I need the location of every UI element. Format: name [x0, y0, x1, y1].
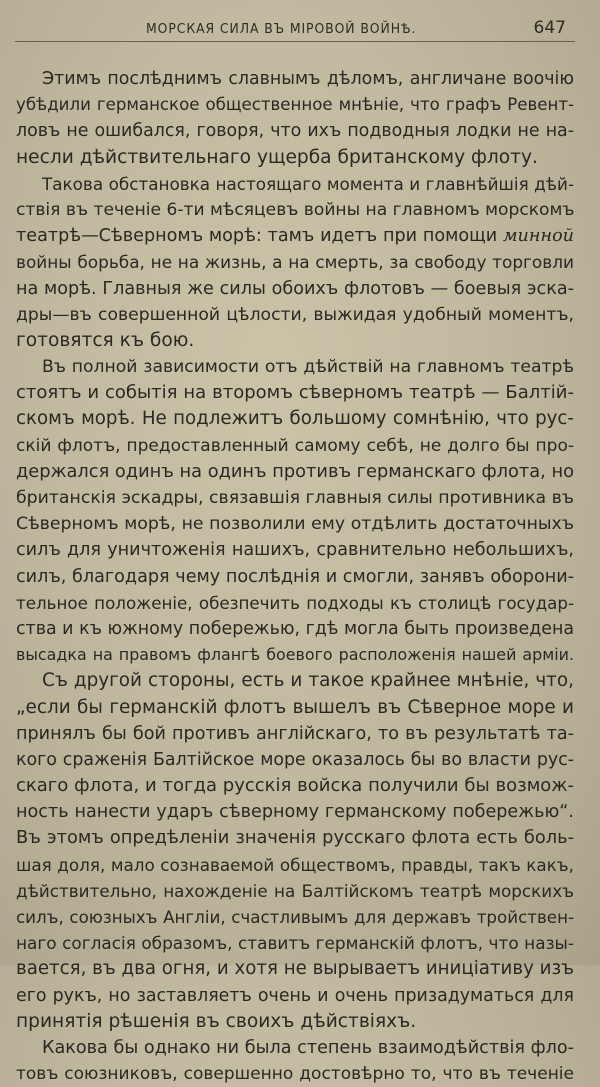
- paragraph-3: [16, 354, 574, 668]
- text-line: британскія эскадры, связавшія главныя силы противника въ: [16, 488, 574, 508]
- text-line: тельное положеніе, обезпечить подходы къ столицѣ государ-: [16, 592, 574, 613]
- text-line: „если бы германскій флотъ вышелъ въ Сѣверное море и: [16, 696, 574, 718]
- body-text: [16, 66, 574, 1087]
- text-line: принятія рѣшенія въ своихъ дѣйствіяхъ.: [16, 1010, 417, 1032]
- text-line: Такова обстановка настоящаго момента и главнѣйшія дѣй-: [42, 173, 574, 194]
- text-line: дры—въ совершенной цѣлости, выжидая удобный моментъ,: [16, 304, 574, 325]
- text-line: скаго флота, и тогда русскія войска получили бы возмож-: [16, 775, 574, 797]
- text-line: вается, въ два огня, и хотя не вырываетъ иниціативу изъ: [16, 958, 574, 980]
- header-rule: [15, 41, 575, 42]
- text-line: принялъ бы бой противъ англійскаго, то въ результатѣ та-: [16, 723, 574, 744]
- text-line: Этимъ послѣднимъ славнымъ дѣломъ, англичане воочію: [42, 69, 574, 89]
- text-line: держался одинъ на одинъ противъ германскаго флота, но: [16, 460, 574, 482]
- text-line: несли дѣйствительнаго ущерба британскому флоту.: [16, 146, 538, 168]
- page-number: 647: [533, 18, 566, 38]
- text-line: Съ другой стороны, есть и такое крайнее мнѣніе, что,: [42, 670, 574, 692]
- text-line: ства и къ южному побережью, гдѣ могла быть произведена: [16, 618, 574, 639]
- text-line: высадка на правомъ флангѣ боевого расположенія нашей арміи.: [16, 645, 574, 665]
- text-line: его рукъ, но заставляетъ очень и очень призадуматься для: [16, 985, 574, 1006]
- text-line: шая доля, мало сознаваемой обществомъ, правды, такъ какъ,: [16, 854, 574, 875]
- paragraph-4: [16, 668, 574, 1035]
- text-line: на морѣ. Главныя же силы обоихъ флотовъ — боевыя эска-: [16, 278, 574, 299]
- paragraph-1: [16, 66, 574, 171]
- text-line: дѣйствительно, нахожденіе на Балтійскомъ театрѣ морскихъ: [16, 880, 574, 901]
- text-line: силъ, благодаря чему послѣднія и смогли, занявъ оборони-: [16, 566, 574, 587]
- text-line: стоятъ и событія на второмъ сѣверномъ театрѣ — Балтій-: [16, 382, 574, 404]
- text-line: ствія въ теченіе 6-ти мѣсяцевъ войны на главномъ морскомъ: [16, 199, 575, 220]
- text-line: ловъ не ошибался, говоря, что ихъ подводныя лодки не на-: [16, 121, 574, 142]
- text-line: убѣдили германское общественное мнѣніе, что графъ Ревент-: [16, 95, 574, 115]
- text-line: Въ этомъ опредѣленіи значенія русскаго флота есть боль-: [16, 827, 574, 849]
- text-segment: театрѣ—Сѣверномъ морѣ: тамъ идетъ при помощи: [16, 226, 503, 247]
- text-line: силъ, союзныхъ Англіи, счастливымъ для державъ тройствен-: [16, 907, 574, 927]
- paragraph-2: [16, 171, 574, 354]
- text-line: силъ для уничтоженія нашихъ, сравнительно небольшихъ,: [16, 540, 574, 561]
- text-line: Сѣверномъ морѣ, не позволили ему отдѣлить достаточныхъ: [16, 514, 574, 535]
- text-line: скій флотъ, предоставленный самому себѣ, не долго бы про-: [16, 435, 574, 456]
- paragraph-5: [16, 1035, 574, 1087]
- text-line: Въ полной зависимости отъ дѣйствій на главномъ театрѣ: [42, 357, 574, 378]
- running-title: МОРСКАЯ СИЛА ВЪ МІРОВОЙ ВОЙНѢ.: [146, 21, 417, 37]
- text-line: [16, 223, 574, 249]
- text-line: готовятся къ бою.: [16, 329, 195, 351]
- text-line: ность нанести ударъ сѣверному германскому побережью“.: [16, 802, 574, 823]
- text-line: Какова бы однако ни была степень взаимодѣйствія фло-: [42, 1037, 574, 1058]
- text-line: наго согласія образомъ, ставитъ германскій флотъ, что назы-: [16, 933, 574, 954]
- running-head: [16, 18, 576, 42]
- text-line: товъ союзниковъ, совершенно достовѣрно то, что въ теченіе: [16, 1064, 574, 1085]
- text-line: кого сраженія Балтійское море оказалось бы во власти рус-: [16, 749, 574, 770]
- italic-word: минной: [502, 226, 574, 247]
- text-line: скомъ морѣ. Не подлежитъ большому сомнѣнію, что рус-: [16, 408, 574, 430]
- text-line: войны борьба, не на жизнь, а на смерть, за свободу торговли: [16, 252, 574, 273]
